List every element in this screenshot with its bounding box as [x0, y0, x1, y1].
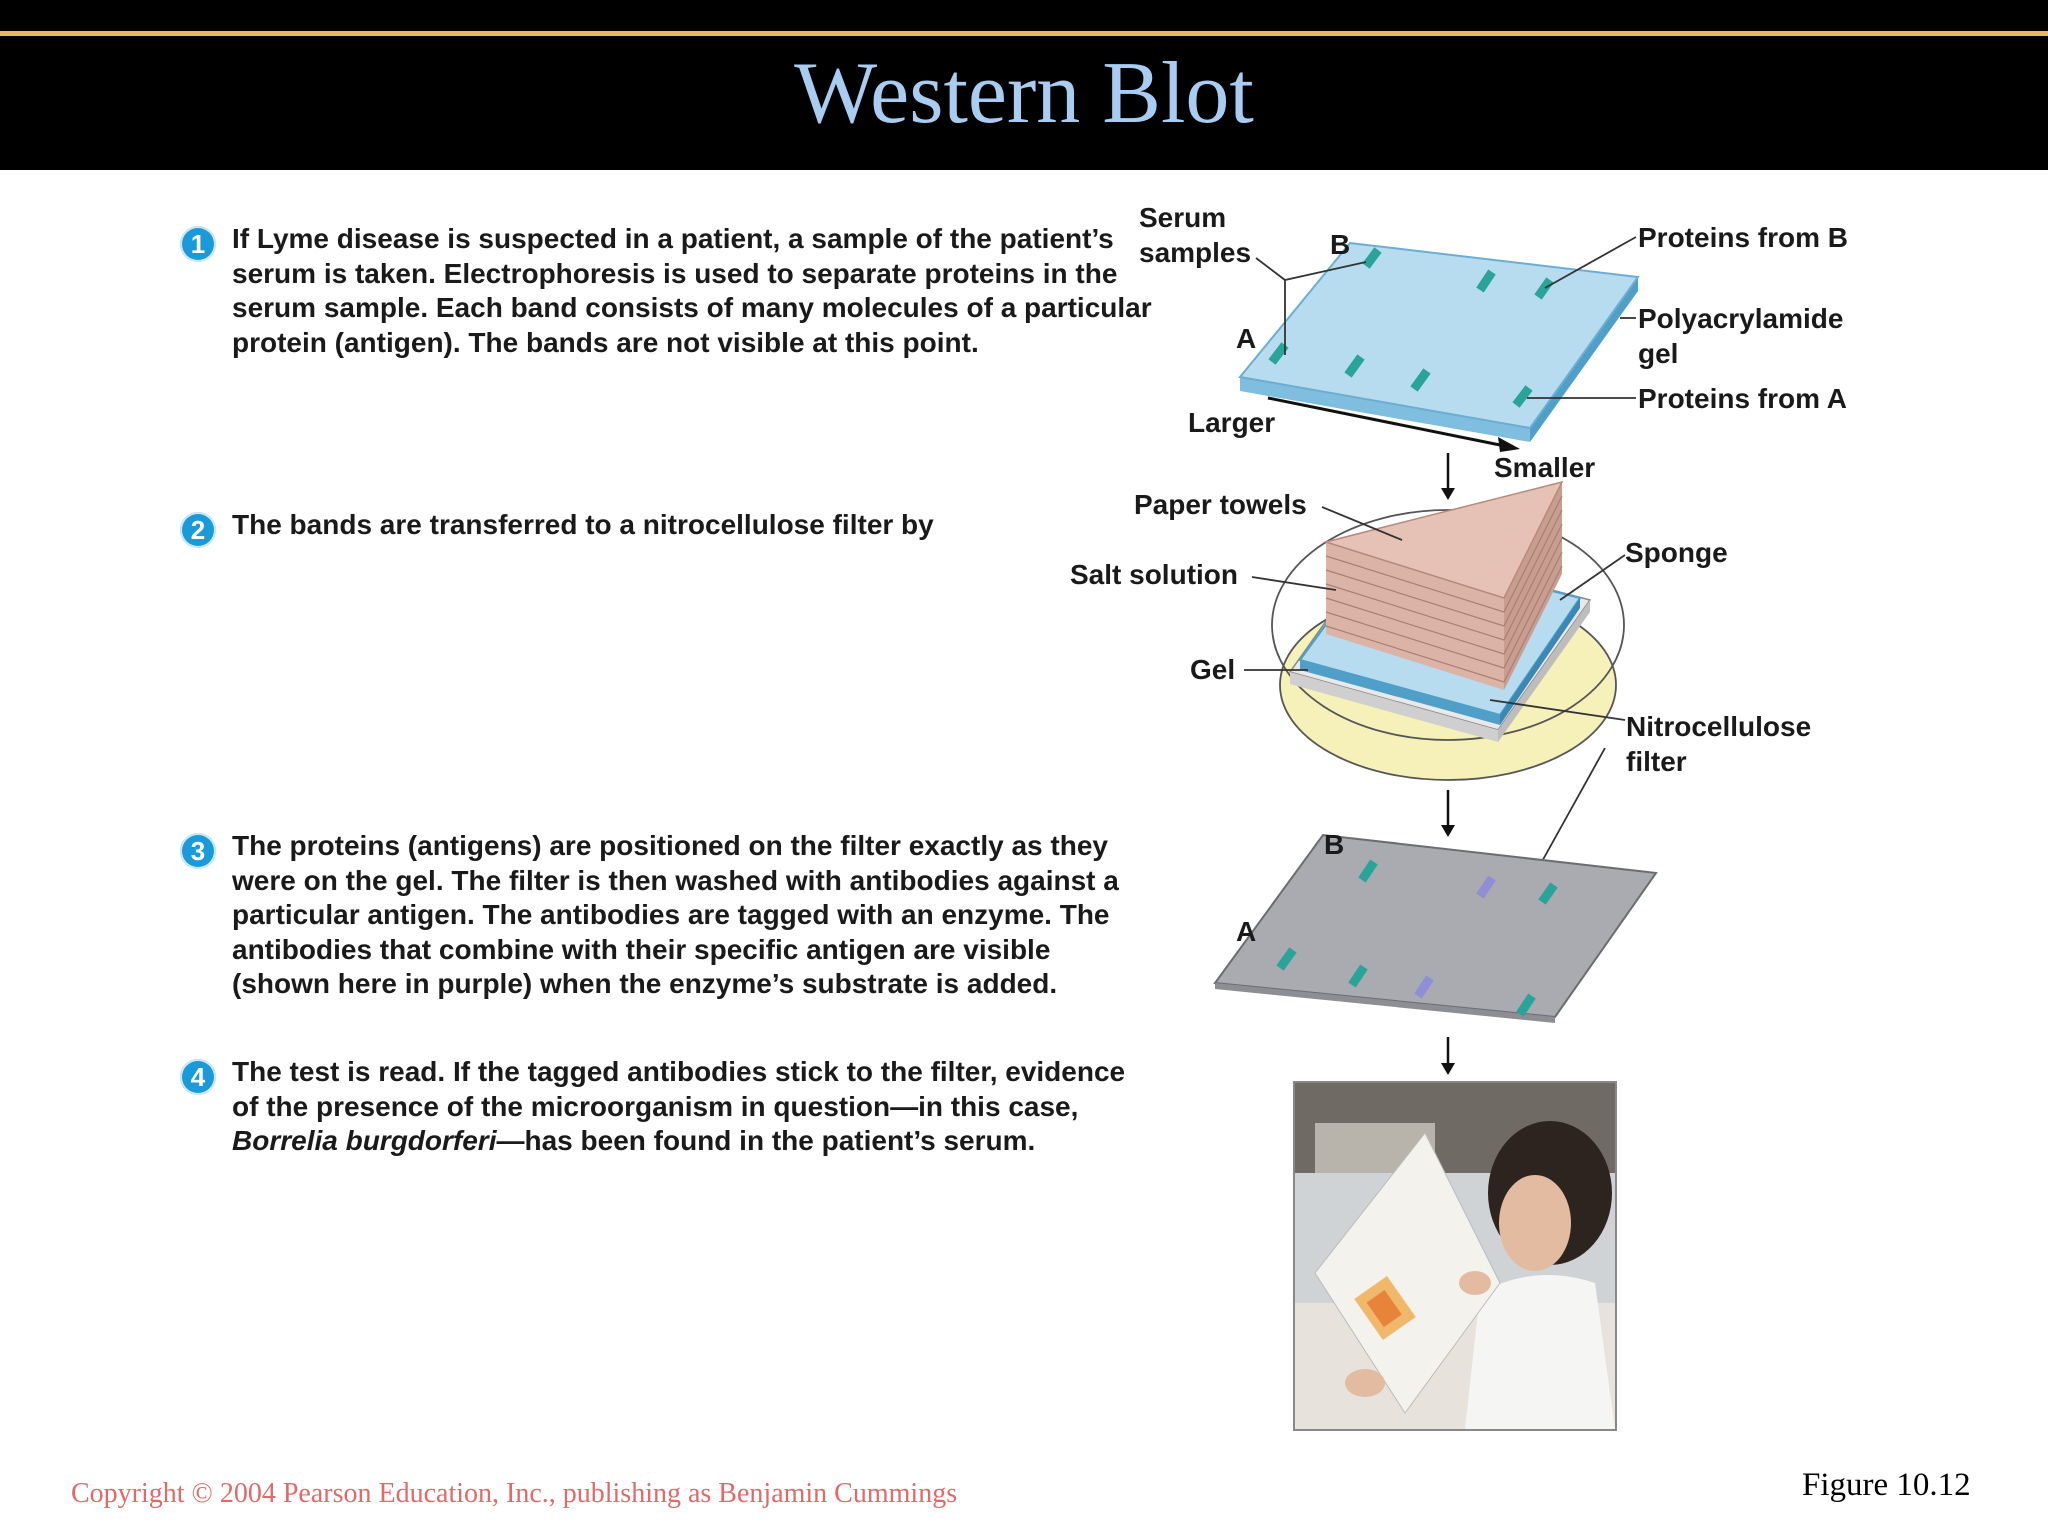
step-4-badge: 4: [180, 1059, 216, 1095]
label-nitrocellulose-1: Nitrocellulose: [1626, 711, 1812, 742]
transfer-dish: [1272, 482, 1624, 780]
label-polyacrylamide-2: gel: [1638, 338, 1679, 369]
technician-reading-filter-photo: [1293, 1081, 1617, 1431]
polyacrylamide-gel: [1240, 243, 1638, 442]
step-4-text-italic: Borrelia burgdorferi: [232, 1125, 497, 1156]
step-4-text-before: The test is read. If the tagged antibodies stick to the filter, evidence of the presence of the microorganism in question—in this case,: [232, 1056, 1126, 1122]
photo-illustration: [1295, 1083, 1615, 1429]
step-1-badge: 1: [180, 226, 216, 262]
label-serum-samples-1: Serum: [1139, 202, 1227, 233]
label-nitrocellulose-2: filter: [1626, 746, 1687, 777]
label-serum-samples-2: samples: [1139, 237, 1252, 268]
label-smaller: Smaller: [1494, 452, 1596, 483]
step-4-text-after: —has been found in the patient’s serum.: [496, 1125, 1036, 1156]
step-2-badge: 2: [180, 512, 216, 548]
step-2-text: The bands are transferred to a nitrocellulose filter by: [232, 509, 934, 540]
label-proteins-from-a: Proteins from A: [1638, 383, 1847, 414]
label-gel-a: A: [1236, 323, 1257, 354]
label-proteins-from-b: Proteins from B: [1638, 222, 1849, 253]
copyright-notice: Copyright © 2004 Pearson Education, Inc., publishing as Benjamin Cummings: [71, 1478, 958, 1509]
label-filter-b: B: [1324, 829, 1345, 860]
step-3-badge: 3: [180, 833, 216, 869]
label-gel-b: B: [1330, 229, 1351, 260]
slide-title: Western Blot: [794, 45, 1254, 142]
label-sponge: Sponge: [1625, 537, 1728, 568]
label-gel: Gel: [1190, 654, 1236, 685]
label-paper-towels: Paper towels: [1134, 489, 1307, 520]
nitrocellulose-filter: [1215, 835, 1656, 1023]
label-larger: Larger: [1188, 407, 1276, 438]
figure-label: Figure 10.12: [1802, 1467, 1971, 1503]
step-1-text: If Lyme disease is suspected in a patient, a sample of the patient’s serum is taken. Electrophoresis is used to separate proteins in the serum sample. Each band consists of many molecules of a particular protein (antigen). The bands are not visible at this point.: [232, 223, 1152, 358]
label-polyacrylamide-1: Polyacrylamide: [1638, 303, 1844, 334]
label-salt-solution: Salt solution: [1070, 559, 1238, 590]
step-3-text: The proteins (antigens) are positioned on the filter exactly as they were on the gel. The filter is then washed with antibodies against a particular antigen. The antibodies are tagged with an enzyme. The antibodies that combine with their specific antigen are visible (shown here in purple) when the enzyme’s substrate is added.: [232, 830, 1119, 999]
label-filter-a: A: [1236, 916, 1257, 947]
